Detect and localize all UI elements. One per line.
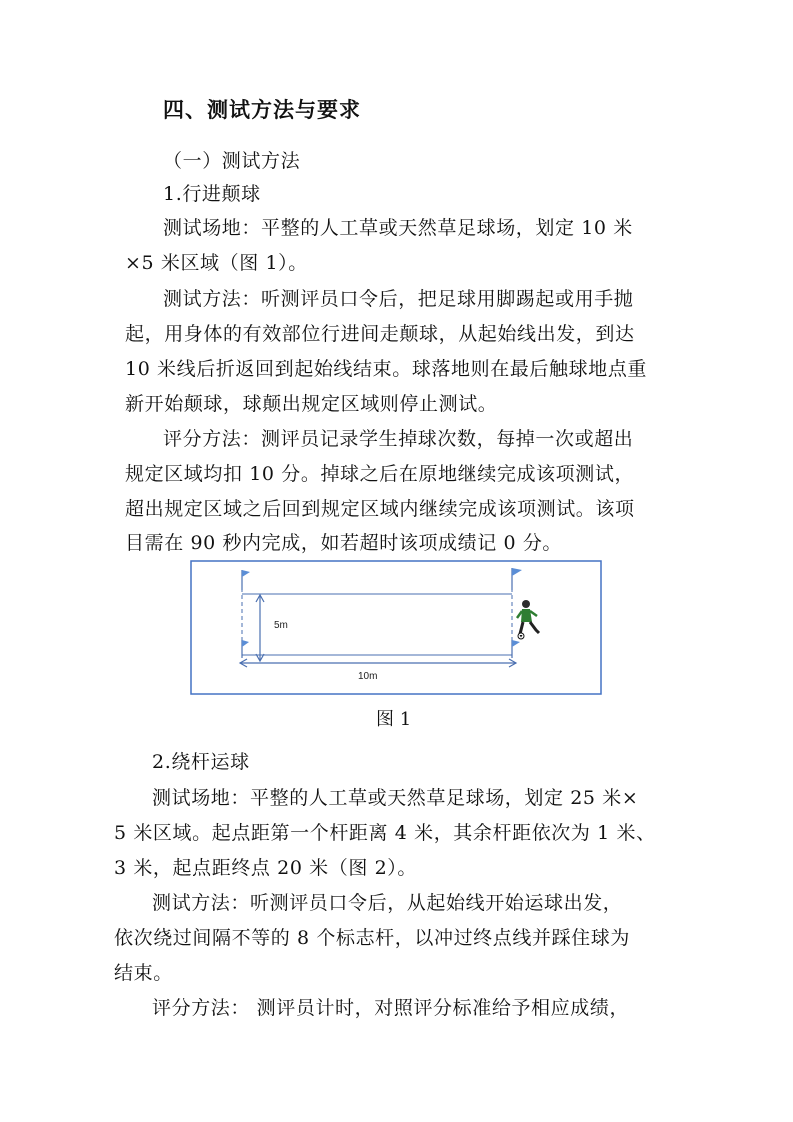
- item1-method-line: 测试方法：听测评员口令后，把足球用脚踢起或用手抛: [163, 288, 634, 310]
- item1-method-line: 10 米线后折返回到起始线结束。球落地则在最后触球地点重: [125, 358, 648, 380]
- figure1-caption: 图 1: [376, 709, 412, 730]
- item1-venue-line: 测试场地：平整的人工草或天然草足球场，划定 10 米: [163, 217, 633, 239]
- item2-method-line: 依次绕过间隔不等的 8 个标志杆，以冲过终点线并踩住球为: [114, 927, 630, 949]
- item1-title: 1.行进颠球: [163, 183, 261, 205]
- width-label: 5m: [274, 620, 288, 631]
- item2-venue-line: 5 米区域。起点距第一个杆距离 4 米，其余杆距依次为 1 米、: [114, 822, 656, 844]
- field-diagram-figure: [190, 560, 602, 695]
- item1-scoring-line: 目需在 90 秒内完成，如若超时该项成绩记 0 分。: [125, 532, 563, 554]
- section-heading: 四、测试方法与要求: [163, 98, 361, 122]
- item1-scoring-line: 评分方法：测评员记录学生掉球次数，每掉一次或超出: [163, 428, 634, 450]
- figure-frame: [191, 561, 601, 694]
- item2-title: 2.绕杆运球: [152, 751, 250, 773]
- item1-scoring-line: 超出规定区域之后回到规定区域内继续完成该项测试。该项: [125, 498, 635, 520]
- item2-venue-line: 3 米，起点距终点 20 米（图 2）。: [114, 857, 418, 879]
- item1-venue-line: ×5 米区域（图 1）。: [125, 252, 308, 274]
- length-label: 10m: [358, 671, 378, 682]
- item1-method-line: 新开始颠球，球颠出规定区域则停止测试。: [125, 393, 498, 415]
- item2-scoring-line: 评分方法： 测评员计时，对照评分标准给予相应成绩，: [152, 997, 630, 1019]
- item1-scoring-line: 规定区域均扣 10 分。掉球之后在原地继续完成该项测试，: [125, 463, 635, 485]
- item2-method-line: 结束。: [114, 962, 173, 984]
- item2-venue-line: 测试场地：平整的人工草或天然草足球场，划定 25 米×: [152, 787, 639, 809]
- item2-method-line: 测试方法：听测评员口令后，从起始线开始运球出发，: [152, 892, 623, 914]
- subsection-heading: （一）测试方法: [163, 150, 301, 172]
- item1-method-line: 起，用身体的有效部位行进间走颠球，从起始线出发，到达: [125, 323, 635, 345]
